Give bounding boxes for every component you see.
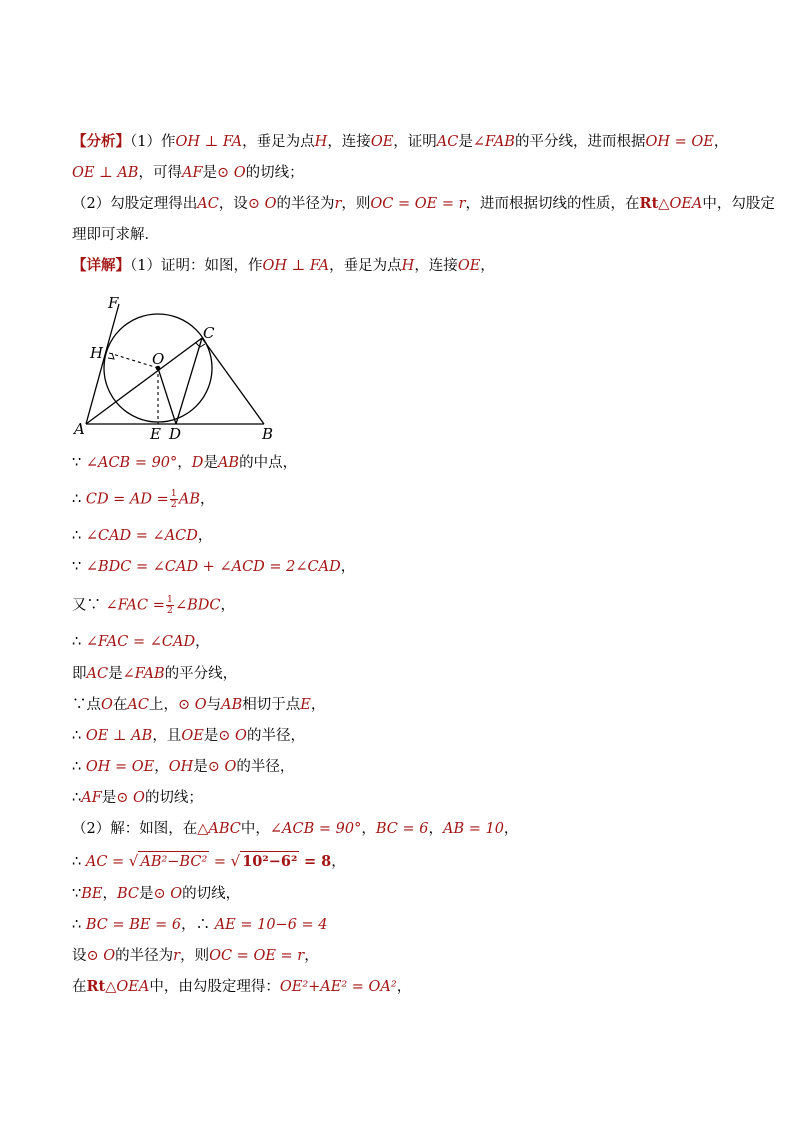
text: 即 [72,666,87,682]
math: ∠BDC = ∠CAD + ∠ACD = 2∠CAD [85,559,341,575]
text: 在 [72,979,87,995]
math: O [101,697,113,713]
text: ， [154,759,169,775]
math: = [213,854,227,870]
math: ⊙ O [116,790,145,806]
segment-cb [202,338,264,424]
text: ， [340,559,356,575]
label-d: D [169,425,182,443]
math: ∠FAB [472,134,515,150]
text: ∴ [72,917,86,933]
math: E [300,697,311,713]
text: 的半径为 [276,196,335,212]
text: 是 [203,728,219,744]
text: 是 [458,134,473,150]
text: 理即可求解． [72,227,159,243]
text: ， [197,528,213,544]
denominator: 2 [170,499,177,510]
fraction-half [170,489,178,510]
math: AB [178,491,200,508]
segment-cd [176,338,202,424]
text: ， [220,597,235,614]
part2-step-5 [72,946,732,966]
proof-step-10 [72,757,732,777]
math: AC [86,666,109,682]
text: 是 [202,165,218,181]
text: ， [177,455,192,471]
text: ， [102,886,117,902]
text: 的切线； [144,790,203,806]
proof-step-9 [72,726,732,746]
math: Rt△ [86,978,117,995]
math: OH ⊥ FA [175,134,243,150]
math: 10²−6² [242,853,298,870]
math: ⊙ O [177,697,207,713]
analysis-line-2 [72,163,732,183]
geometry-figure [72,296,282,446]
math: ∠FAB [122,666,165,682]
text: （2）解：如图，在 [72,821,198,837]
analysis-line-4 [72,225,732,245]
math: ⊙ O [218,728,247,744]
label-f: F [108,296,119,312]
segment-oh-dashed [106,352,158,368]
math: ∠FAC = ∠CAD [85,634,196,650]
proof-step-1 [72,453,732,473]
text: （1）作 [130,134,176,150]
math: ∠BDC [174,597,221,614]
text: ∴ [72,854,86,870]
analysis-tag: 【分析】 [72,133,130,150]
text: 中， [240,821,270,837]
segment-af [86,304,119,424]
figure-lines [86,304,264,424]
text: 的切线， [182,886,241,902]
sqrt-sign: √ [128,852,139,870]
text: 中，勾股定 [702,196,775,212]
analysis-line-3 [72,194,775,214]
math: ∠FAC = [105,597,165,614]
proof-step-5 [72,595,732,616]
text: ，证明 [393,134,437,150]
text: ，连接 [327,134,371,150]
math: OH = OE [645,134,714,150]
text: ∴ [72,728,86,744]
math: H [314,134,328,150]
text: 是 [203,455,218,471]
math: ⊙ O [207,759,237,775]
text: 设 [72,948,87,964]
label-a: A [74,420,85,438]
math: ⊙ O [247,196,277,212]
text: 是 [108,666,123,682]
math: OE ⊥ AB [72,165,139,181]
text: ，垂足为点 [329,258,402,274]
text: ∵ [72,455,86,471]
math: ⊙ O [217,165,246,181]
math: D [191,455,204,471]
text: 的半径， [246,728,305,744]
math: OE ⊥ AB [85,728,153,744]
label-e: E [150,425,161,443]
proof-step-7 [72,664,732,684]
text: ， [199,491,215,508]
fraction-half [166,595,174,616]
proof-step-6 [72,632,732,652]
math: AE = 10−6 = 4 [214,917,328,933]
text: ∴ [72,528,86,544]
math: AC = [85,854,125,870]
sqrt-sign: √ [230,852,241,870]
text: ，设 [218,196,248,212]
math: AB = 10 [442,821,504,837]
math: OC = OE = r [209,948,305,964]
text: 的半径为 [115,948,174,964]
document-body [72,132,775,997]
proof-step-4 [72,557,732,577]
part2-step-1 [72,819,732,839]
text: ∴ [72,491,86,508]
segment-ac [86,338,202,424]
math: Rt△ [639,195,670,212]
numerator: 1 [166,594,173,605]
text: 相切于点 [242,697,301,713]
text: ，则 [180,948,210,964]
part2-step-3 [72,884,732,904]
text: ，则 [341,196,371,212]
text: 中，由勾股定理得： [149,979,280,995]
part2-step-2 [72,851,732,872]
text: ∴ [72,790,82,806]
text: ， [428,821,443,837]
text: （1）证明：如图，作 [130,258,263,274]
label-h: H [90,344,104,362]
math: BC [116,886,140,902]
math: H [401,258,415,274]
part2-step-6 [72,977,732,997]
math: OH = OE [85,759,155,775]
text: 在 [112,697,128,713]
part2-step-4 [72,915,732,935]
text: 的切线； [245,165,304,181]
text: ， [310,697,326,713]
text: ， [713,134,729,150]
text: 的平分线，进而根据 [514,134,646,150]
text: 与 [206,697,222,713]
text: ∵ [72,886,82,902]
text: 是 [193,759,208,775]
math: OE [457,258,481,274]
text: 是 [101,790,117,806]
math: △ABC [197,821,241,837]
proof-step-8 [72,695,732,715]
label-c: C [203,324,215,342]
text: ，连接 [414,258,458,274]
proof-step-3 [72,526,732,546]
analysis-line-1 [72,132,732,152]
math: = 8 [303,853,332,870]
text: ， [480,258,495,274]
text: ，进而根据切线的性质，在 [465,196,640,212]
math: OC = OE = r [370,196,466,212]
text: 上， [148,697,178,713]
text: ， [396,979,412,995]
math: ⊙ O [153,886,183,902]
numerator: 1 [170,488,177,499]
math: OEA [669,196,703,212]
label-b: B [262,425,274,443]
text: ，且 [152,728,182,744]
math: ∠ACB = 90° [269,821,362,837]
text: 又∵ [72,597,106,614]
math: ∠CAD = ∠ACD [85,528,198,544]
math: AB²−BC² [138,851,209,872]
text: ∴ [72,634,86,650]
math: AB [221,697,243,713]
text: 的中点， [239,455,298,471]
text: ∵点 [72,697,101,713]
math: BC = 6 [375,821,429,837]
math: AC [197,196,219,212]
text: ， [304,948,319,964]
text: ∴ [72,759,86,775]
text: 的平分线， [164,666,238,682]
math: AF [81,790,102,806]
math: OH [168,759,194,775]
text: ， [195,634,210,650]
text: ， [361,821,376,837]
math: BC = BE = 6 [85,917,182,933]
math: ∠ACB = 90° [85,455,178,471]
text: 是 [139,886,154,902]
text: （2）勾股定理得出 [72,196,198,212]
math: CD = AD = [85,491,169,508]
detail-tag: 【详解】 [72,257,130,274]
math: OE²+AE² = OA² [279,979,397,995]
label-o: O [152,350,165,368]
proof-step-11 [72,788,732,808]
math: AC [127,697,149,713]
text: ，垂足为点 [242,134,315,150]
text: ， [331,854,346,870]
math: r [334,196,342,212]
math: OH ⊥ FA [262,258,330,274]
math: OEA [116,979,150,995]
segment-od [158,368,176,424]
math: BE [81,886,103,902]
math: AC [436,134,459,150]
text: ，可得 [138,165,182,181]
math: OE [181,728,204,744]
math: AB [217,455,240,471]
text: 的半径， [236,759,295,775]
math: r [173,948,181,964]
math: ⊙ O [86,948,116,964]
proof-step-2 [72,489,732,510]
text: ，∴ [181,917,215,933]
text: ， [503,821,519,837]
math: AF [181,165,203,181]
math: OE [370,134,394,150]
text: ∵ [72,559,86,575]
detail-intro [72,256,732,276]
denominator: 2 [166,605,173,616]
